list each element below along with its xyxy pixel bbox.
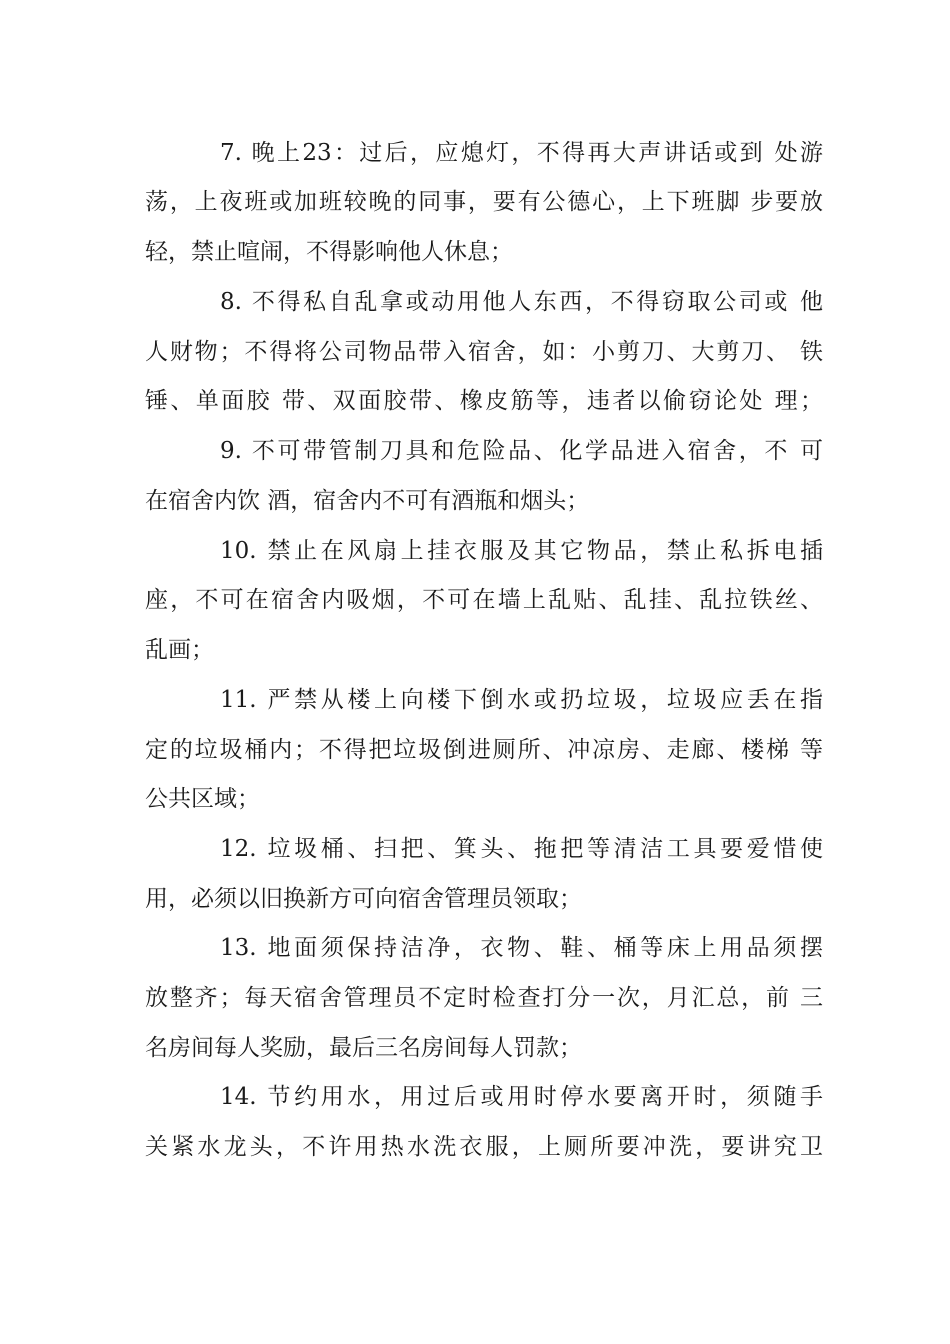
paragraph-7-line-1: 7. 晚上23：过后，应熄灯，不得再大声讲话或到 处游: [220, 140, 823, 166]
paragraph-13-line-3: 名房间每人奖励，最后三名房间每人罚款；: [145, 1035, 582, 1061]
paragraph-10-line-3: 乱画；: [145, 637, 214, 663]
paragraph-7-line-2: 荡，上夜班或加班较晚的同事，要有公德心，上下班脚 步要放: [145, 189, 823, 215]
paragraph-13-line-1: 13. 地面须保持洁净，衣物、鞋、桶等床上用品须摆: [220, 935, 823, 961]
paragraph-8-line-2: 人财物；不得将公司物品带入宿舍，如：小剪刀、大剪刀、 铁: [145, 339, 823, 365]
paragraph-11-line-1: 11. 严禁从楼上向楼下倒水或扔垃圾，垃圾应丢在指: [220, 687, 823, 713]
paragraph-14-line-2: 关紧水龙头，不许用热水洗衣服，上厕所要冲洗，要讲究卫: [145, 1134, 823, 1160]
paragraph-11-line-3: 公共区域；: [145, 786, 260, 812]
paragraph-11-line-2: 定的垃圾桶内；不得把垃圾倒进厕所、冲凉房、走廊、楼梯 等: [145, 737, 823, 763]
paragraph-7-line-3: 轻，禁止喧闹，不得影响他人休息；: [145, 239, 513, 265]
paragraph-13-line-2: 放整齐；每天宿舍管理员不定时检查打分一次，月汇总，前 三: [145, 985, 823, 1011]
paragraph-12-line-2: 用，必须以旧换新方可向宿舍管理员领取；: [145, 886, 582, 912]
paragraph-10-line-2: 座，不可在宿舍内吸烟，不可在墙上乱贴、乱挂、乱拉铁丝、: [145, 587, 823, 613]
paragraph-10-line-1: 10. 禁止在风扇上挂衣服及其它物品，禁止私拆电插: [220, 538, 823, 564]
paragraph-12-line-1: 12. 垃圾桶、扫把、箕头、拖把等清洁工具要爱惜使: [220, 836, 823, 862]
paragraph-8-line-3: 锤、单面胶 带、双面胶带、橡皮筋等，违者以偷窃论处 理；: [145, 388, 823, 414]
paragraph-14-line-1: 14. 节约用水，用过后或用时停水要离开时，须随手: [220, 1084, 823, 1110]
paragraph-8-line-1: 8. 不得私自乱拿或动用他人东西，不得窃取公司或 他: [220, 289, 823, 315]
paragraph-9-line-2: 在宿舍内饮 酒，宿舍内不可有酒瓶和烟头；: [145, 488, 590, 514]
paragraph-9-line-1: 9. 不可带管制刀具和危险品、化学品进入宿舍，不 可: [220, 438, 823, 464]
